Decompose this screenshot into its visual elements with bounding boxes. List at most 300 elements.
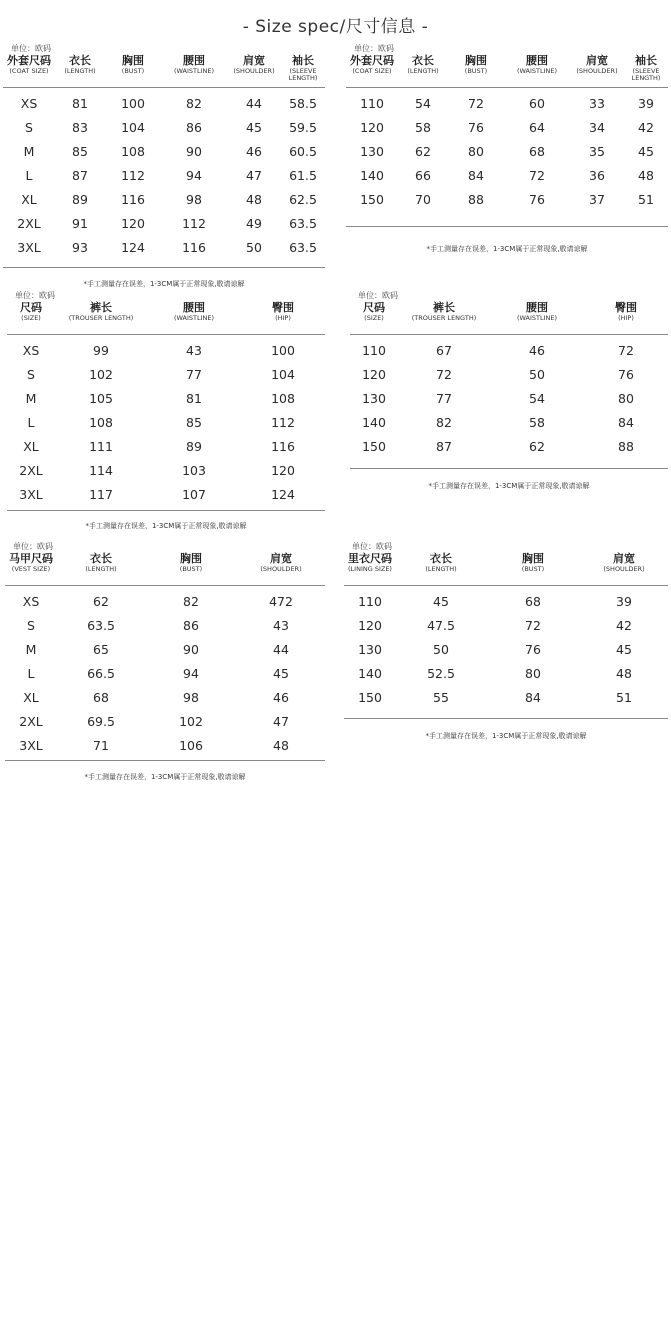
header-cn: 肩宽	[613, 552, 635, 565]
table-cell: 84	[618, 414, 634, 430]
table-cell: 62.5	[289, 191, 317, 207]
table-cell: 35	[589, 143, 605, 159]
table-row	[3, 139, 325, 163]
table-cell: 58	[529, 414, 545, 430]
header-cell	[486, 553, 580, 581]
table-cell: 140	[358, 665, 382, 681]
table-cell: 110	[362, 342, 386, 358]
table-row	[7, 482, 325, 506]
unit-label: 单位：欧码	[11, 44, 51, 53]
table-cell: 69.5	[87, 713, 115, 729]
size-table	[346, 43, 668, 301]
header-cn: 衣长	[69, 54, 91, 67]
table-cell: 43	[273, 617, 289, 633]
table-cell: 140	[362, 414, 386, 430]
bottom-divider	[3, 267, 325, 268]
header-cell	[584, 302, 668, 330]
table-cell: XL	[23, 689, 39, 705]
header-en: (WAISTLINE)	[173, 314, 215, 322]
header-cell	[350, 302, 398, 330]
table-header	[346, 55, 668, 83]
header-cell	[241, 302, 325, 330]
table-cell: 46	[273, 689, 289, 705]
header-cell	[147, 302, 241, 330]
header-cell	[398, 55, 448, 83]
table-cell: 90	[186, 143, 202, 159]
measurement-note: *手工测量存在误差，1-3CM属于正常现象,敬请谅解	[83, 280, 245, 288]
header-en: (BUST)	[179, 565, 203, 573]
header-cell	[3, 55, 55, 83]
table-cell: S	[27, 617, 35, 633]
table-header	[3, 55, 325, 83]
table-cell: 120	[360, 119, 384, 135]
header-cn: 臀围	[272, 301, 294, 314]
table-cell: 45	[273, 665, 289, 681]
table-row	[350, 434, 668, 458]
table-cell: 64	[529, 119, 545, 135]
table-header	[344, 553, 668, 581]
header-cell	[57, 553, 145, 581]
table-cell: 50	[433, 641, 449, 657]
table-cell: S	[27, 366, 35, 382]
table-row	[344, 685, 668, 709]
header-divider	[5, 585, 325, 586]
table-cell: 37	[589, 191, 605, 207]
table-cell: 62	[93, 593, 109, 609]
table-cell: 140	[360, 167, 384, 183]
header-cn: 外套尺码	[350, 54, 394, 67]
header-cn: 尺码	[363, 301, 385, 314]
table-cell: 2XL	[17, 215, 41, 231]
header-en: (SLEEVE LENGTH)	[631, 67, 661, 82]
table-cell: 80	[468, 143, 484, 159]
table-row	[346, 115, 668, 139]
table-cell: 76	[468, 119, 484, 135]
header-en: (SLEEVE LENGTH)	[288, 67, 318, 82]
table-header	[7, 302, 325, 330]
header-cn: 肩宽	[270, 552, 292, 565]
table-cell: 120	[358, 617, 382, 633]
table-cell: 80	[525, 665, 541, 681]
table-cell: 116	[182, 239, 206, 255]
table-cell: M	[23, 143, 35, 159]
table-cell: 83	[72, 119, 88, 135]
table-row	[5, 637, 325, 661]
header-en: (HIP)	[275, 314, 291, 322]
table-cell: 47	[246, 167, 262, 183]
table-cell: 59.5	[289, 119, 317, 135]
table-cell: 112	[182, 215, 206, 231]
table-cell: 110	[360, 95, 384, 111]
size-table	[344, 541, 668, 1286]
header-en: (SHOULDER)	[603, 565, 645, 573]
header-cell	[7, 302, 55, 330]
table-row	[346, 91, 668, 115]
table-cell: XL	[21, 191, 37, 207]
table-cell: 46	[246, 143, 262, 159]
header-cell	[398, 302, 490, 330]
table-cell: 46	[529, 342, 545, 358]
table-cell: 45	[616, 641, 632, 657]
header-cn: 臀围	[615, 301, 637, 314]
table-cell: 99	[93, 342, 109, 358]
table-cell: 81	[72, 95, 88, 111]
page-title: - Size spec/尺寸信息 -	[242, 17, 429, 37]
table-cell: 63.5	[87, 617, 115, 633]
table-cell: 102	[179, 713, 203, 729]
table-cell: M	[25, 390, 37, 406]
header-en: (COAT SIZE)	[352, 67, 392, 75]
table-cell: 117	[89, 486, 113, 502]
measurement-note: *手工测量存在误差，1-3CM属于正常现象,敬请谅解	[426, 245, 588, 253]
table-header	[350, 302, 668, 330]
table-cell: 85	[72, 143, 88, 159]
table-cell: 2XL	[19, 462, 43, 478]
header-en: (SIZE)	[21, 314, 41, 322]
table-cell: 80	[618, 390, 634, 406]
table-cell: 3XL	[17, 239, 41, 255]
table-cell: 76	[525, 641, 541, 657]
table-cell: 66.5	[87, 665, 115, 681]
header-cn: 尺码	[20, 301, 42, 314]
header-cn: 衣长	[430, 552, 452, 565]
header-divider	[3, 87, 325, 88]
header-en: (LENGTH)	[64, 67, 96, 75]
header-cell	[344, 553, 396, 581]
table-cell: 77	[186, 366, 202, 382]
table-cell: 62	[415, 143, 431, 159]
table-cell: 130	[358, 641, 382, 657]
table-cell: 39	[638, 95, 654, 111]
table-cell: 124	[271, 486, 295, 502]
table-cell: 34	[589, 119, 605, 135]
table-cell: 50	[246, 239, 262, 255]
table-row	[344, 661, 668, 685]
table-row	[3, 235, 325, 259]
table-cell: 54	[415, 95, 431, 111]
table-row	[350, 386, 668, 410]
table-body	[5, 589, 325, 757]
table-cell: 87	[72, 167, 88, 183]
table-cell: 45	[433, 593, 449, 609]
table-cell: 68	[529, 143, 545, 159]
header-en: (BUST)	[521, 565, 545, 573]
table-row	[5, 661, 325, 685]
table-cell: 72	[525, 617, 541, 633]
header-cn: 裤长	[90, 301, 112, 314]
table-cell: L	[25, 167, 33, 183]
table-cell: 65	[93, 641, 109, 657]
table-cell: XS	[20, 95, 38, 111]
table-row	[3, 211, 325, 235]
table-cell: 45	[638, 143, 654, 159]
table-row	[5, 613, 325, 637]
table-cell: 50	[529, 366, 545, 382]
header-cell	[570, 55, 624, 83]
header-cn: 腰围	[183, 301, 205, 314]
table-cell: 60.5	[289, 143, 317, 159]
table-cell: 76	[618, 366, 634, 382]
table-cell: XS	[22, 593, 40, 609]
table-cell: 86	[186, 119, 202, 135]
table-cell: 55	[433, 689, 449, 705]
table-row	[3, 115, 325, 139]
table-cell: 82	[186, 95, 202, 111]
header-cell	[448, 55, 504, 83]
table-cell: 63.5	[289, 239, 317, 255]
table-cell: 106	[179, 737, 203, 753]
header-en: (WAISTLINE)	[173, 67, 215, 75]
table-cell: 48	[246, 191, 262, 207]
table-cell: L	[27, 414, 35, 430]
table-cell: 49	[246, 215, 262, 231]
table-cell: 88	[618, 438, 634, 454]
table-cell: 114	[89, 462, 113, 478]
header-cn: 胸围	[522, 552, 544, 565]
table-cell: 112	[271, 414, 295, 430]
table-cell: 76	[529, 191, 545, 207]
header-cn: 肩宽	[586, 54, 608, 67]
table-cell: 44	[273, 641, 289, 657]
table-cell: 33	[589, 95, 605, 111]
table-body	[3, 91, 325, 259]
table-cell: 100	[121, 95, 145, 111]
header-cn: 外套尺码	[7, 54, 51, 67]
header-cn: 肩宽	[243, 54, 265, 67]
table-cell: 44	[246, 95, 262, 111]
table-cell: 72	[468, 95, 484, 111]
table-cell: 42	[616, 617, 632, 633]
table-cell: 85	[186, 414, 202, 430]
table-cell: 61.5	[289, 167, 317, 183]
table-cell: 84	[525, 689, 541, 705]
table-cell: 88	[468, 191, 484, 207]
table-cell: M	[25, 641, 37, 657]
header-divider	[346, 87, 668, 88]
table-cell: 77	[436, 390, 452, 406]
table-cell: 150	[362, 438, 386, 454]
header-divider	[7, 334, 325, 335]
header-cn: 袖长	[635, 54, 657, 67]
header-cell	[504, 55, 570, 83]
table-cell: 105	[89, 390, 113, 406]
header-cell	[161, 55, 227, 83]
table-cell: 93	[72, 239, 88, 255]
table-cell: 86	[183, 617, 199, 633]
unit-label: 单位：欧码	[358, 291, 398, 300]
table-cell: 103	[182, 462, 206, 478]
header-en: (LINING SIZE)	[348, 565, 392, 573]
table-row	[346, 187, 668, 211]
header-en: (WAISTLINE)	[516, 67, 558, 75]
table-cell: 98	[186, 191, 202, 207]
table-body	[350, 338, 668, 458]
table-cell: 87	[436, 438, 452, 454]
header-en: (HIP)	[618, 314, 634, 322]
table-cell: 102	[89, 366, 113, 382]
header-cell	[55, 55, 105, 83]
header-cell	[396, 553, 486, 581]
table-cell: 82	[436, 414, 452, 430]
table-cell: 42	[638, 119, 654, 135]
table-cell: 111	[89, 438, 113, 454]
table-cell: XS	[22, 342, 40, 358]
table-cell: 72	[618, 342, 634, 358]
header-en: (SIZE)	[364, 314, 384, 322]
header-en: (BUST)	[464, 67, 488, 75]
table-row	[7, 386, 325, 410]
header-en: (TROUSER LENGTH)	[68, 314, 134, 322]
measurement-note: *手工测量存在误差，1-3CM属于正常现象,敬请谅解	[428, 482, 590, 490]
measurement-note: *手工测量存在误差，1-3CM属于正常现象,敬请谅解	[84, 773, 246, 781]
table-body	[7, 338, 325, 506]
table-cell: 48	[273, 737, 289, 753]
bottom-divider	[350, 468, 668, 469]
header-en: (TROUSER LENGTH)	[411, 314, 477, 322]
header-cn: 里衣尺码	[348, 552, 392, 565]
table-cell: 81	[186, 390, 202, 406]
table-cell: 3XL	[19, 486, 43, 502]
table-cell: 54	[529, 390, 545, 406]
table-cell: 51	[638, 191, 654, 207]
table-row	[350, 362, 668, 386]
table-cell: 67	[436, 342, 452, 358]
header-cn: 衣长	[412, 54, 434, 67]
table-row	[5, 589, 325, 613]
table-cell: XL	[23, 438, 39, 454]
table-cell: 108	[121, 143, 145, 159]
header-en: (LENGTH)	[425, 565, 457, 573]
table-cell: 94	[186, 167, 202, 183]
table-row	[350, 410, 668, 434]
header-cn: 胸围	[180, 552, 202, 565]
table-body	[344, 589, 668, 709]
table-cell: 48	[616, 665, 632, 681]
bottom-divider	[7, 510, 325, 511]
header-cn: 袖长	[292, 54, 314, 67]
header-cn: 马甲尺码	[9, 552, 53, 565]
table-cell: 120	[271, 462, 295, 478]
table-row	[7, 410, 325, 434]
unit-label: 单位：欧码	[15, 291, 55, 300]
table-cell: 130	[360, 143, 384, 159]
table-cell: 72	[529, 167, 545, 183]
table-cell: 43	[186, 342, 202, 358]
table-cell: 112	[121, 167, 145, 183]
table-cell: 68	[525, 593, 541, 609]
header-en: (LENGTH)	[85, 565, 117, 573]
table-row	[3, 187, 325, 211]
header-en: (LENGTH)	[407, 67, 439, 75]
table-cell: 2XL	[19, 713, 43, 729]
table-cell: 130	[362, 390, 386, 406]
header-cell	[490, 302, 584, 330]
table-cell: 36	[589, 167, 605, 183]
measurement-note: *手工测量存在误差，1-3CM属于正常现象,敬请谅解	[425, 732, 587, 740]
table-row	[5, 685, 325, 709]
header-en: (VEST SIZE)	[11, 565, 51, 573]
header-cell	[105, 55, 161, 83]
table-cell: 104	[121, 119, 145, 135]
table-cell: 52.5	[427, 665, 455, 681]
table-header	[5, 553, 325, 581]
table-cell: 72	[436, 366, 452, 382]
table-row	[344, 637, 668, 661]
header-en: (SHOULDER)	[260, 565, 302, 573]
table-cell: 70	[415, 191, 431, 207]
bottom-divider	[5, 760, 325, 761]
table-cell: 58.5	[289, 95, 317, 111]
table-row	[344, 589, 668, 613]
table-cell: 39	[616, 593, 632, 609]
table-cell: 124	[121, 239, 145, 255]
header-cn: 腰围	[183, 54, 205, 67]
table-cell: 120	[121, 215, 145, 231]
header-cn: 衣长	[90, 552, 112, 565]
header-cell	[237, 553, 325, 581]
size-table	[5, 541, 325, 1327]
table-cell: 94	[183, 665, 199, 681]
measurement-note: *手工测量存在误差，1-3CM属于正常现象,敬请谅解	[85, 522, 247, 530]
table-row	[3, 163, 325, 187]
table-cell: 108	[89, 414, 113, 430]
header-cell	[580, 553, 668, 581]
header-en: (SHOULDER)	[576, 67, 618, 75]
table-cell: 84	[468, 167, 484, 183]
table-row	[350, 338, 668, 362]
header-cn: 腰围	[526, 54, 548, 67]
table-cell: 45	[246, 119, 262, 135]
table-cell: 90	[183, 641, 199, 657]
header-en: (COAT SIZE)	[9, 67, 49, 75]
header-cn: 胸围	[122, 54, 144, 67]
table-cell: 63.5	[289, 215, 317, 231]
table-cell: 120	[362, 366, 386, 382]
table-cell: 110	[358, 593, 382, 609]
table-cell: 116	[121, 191, 145, 207]
table-cell: L	[27, 665, 35, 681]
table-row	[5, 733, 325, 757]
table-row	[3, 91, 325, 115]
header-cell	[346, 55, 398, 83]
header-cn: 裤长	[433, 301, 455, 314]
table-cell: 108	[271, 390, 295, 406]
unit-label: 单位：欧码	[352, 542, 392, 551]
header-cn: 腰围	[526, 301, 548, 314]
table-row	[346, 163, 668, 187]
table-cell: 104	[271, 366, 295, 382]
table-cell: 89	[72, 191, 88, 207]
table-row	[7, 338, 325, 362]
table-cell: 71	[93, 737, 109, 753]
table-cell: S	[25, 119, 33, 135]
table-cell: 58	[415, 119, 431, 135]
table-row	[7, 458, 325, 482]
table-row	[346, 139, 668, 163]
unit-label: 单位：欧码	[354, 44, 394, 53]
header-cell	[55, 302, 147, 330]
table-cell: 51	[616, 689, 632, 705]
table-cell: 100	[271, 342, 295, 358]
table-cell: 107	[182, 486, 206, 502]
table-body	[346, 91, 668, 211]
table-cell: 91	[72, 215, 88, 231]
bottom-divider	[344, 718, 668, 719]
table-cell: 62	[529, 438, 545, 454]
header-cn: 胸围	[465, 54, 487, 67]
table-cell: 60	[529, 95, 545, 111]
table-row	[5, 709, 325, 733]
